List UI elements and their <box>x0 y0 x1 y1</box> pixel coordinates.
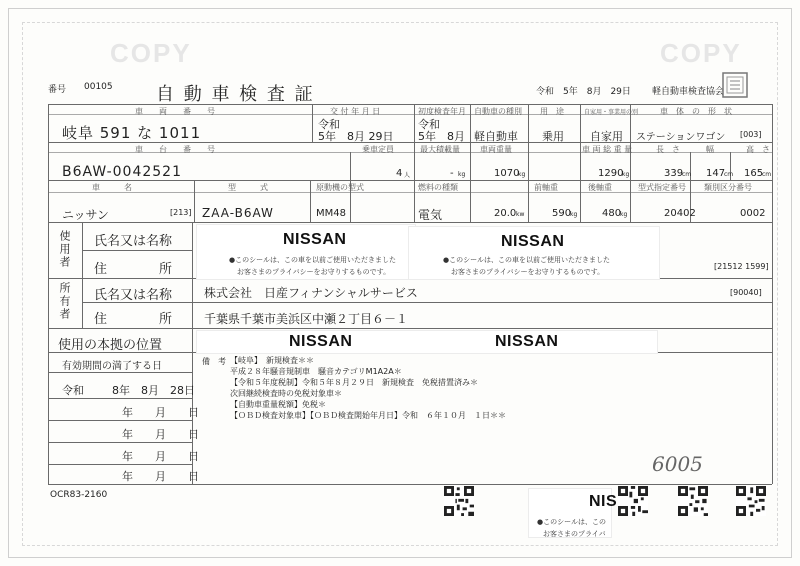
issue-date-header: 令和 5年 8月 29日 <box>536 87 631 97</box>
height-value: 165 <box>744 168 764 179</box>
qr-code-icon <box>678 486 708 516</box>
owner-code: [90040] <box>730 288 762 297</box>
validity-blank-1: 年 月 日 <box>122 406 199 419</box>
output-value: 20.0 <box>494 208 517 219</box>
sticker-notice-line1: ●このシールは、この車を以前ご使用いただきました <box>443 256 610 264</box>
vehicle-kind-header: 自動車の種別 <box>474 107 522 116</box>
front-axle-header: 前軸重 <box>534 183 558 192</box>
fuel-type: 電気 <box>418 208 443 222</box>
sticker-brand: NISSAN <box>289 333 353 350</box>
sticker-notice-partial-2: お客さまのプライバ <box>543 530 606 538</box>
class-number-header: 類別区分番号 <box>704 183 752 192</box>
class-number: 0002 <box>740 208 766 219</box>
sticker-notice-partial-1: ●このシールは、この <box>537 518 606 526</box>
sticker-brand: NISSAN <box>495 333 559 350</box>
issue-date: 5年 8月 29日 <box>318 130 394 143</box>
validity-blank-2: 年 月 日 <box>122 428 199 441</box>
privacy-sticker-base-location <box>196 330 658 354</box>
capacity-header: 乗車定員 <box>362 145 394 154</box>
use-value: 乗用 <box>542 130 564 143</box>
first-inspection-date: 5年 8月 <box>418 130 465 143</box>
sticker-brand: NISSAN <box>501 233 565 250</box>
length-unit: cm <box>682 171 692 178</box>
width-header: 幅 <box>706 145 714 154</box>
front-axle-unit: kg <box>570 211 578 218</box>
length-header: 長 さ <box>656 145 680 154</box>
handwritten-number: 6005 <box>652 452 703 476</box>
user-code: [21512 1599] <box>714 262 769 271</box>
private-value: 自家用 <box>590 130 623 143</box>
remark-line-2: 平成２８年騒音規制車 騒音カテゴリM1A2A＊ <box>230 367 402 376</box>
sticker-brand-partial: NIS <box>589 493 618 510</box>
gross-weight-unit: kg <box>622 171 630 178</box>
owner-name-label: 氏名又は名称 <box>94 288 173 303</box>
number-label: 番号 <box>48 85 67 95</box>
weight-header: 車両重量 <box>480 145 512 154</box>
type-number: 20402 <box>664 208 696 219</box>
sticker-notice-line2: お客さまのプライバシーをお守りするものです。 <box>451 268 605 276</box>
remarks-label: 備 考 <box>202 357 226 366</box>
issuer-name: 軽自動車検査協会 <box>652 87 725 97</box>
remark-line-6: 【ＯＢＤ検査対象車】【ＯＢＤ検査開始年月日】令和 ６年１０月 １日＊＊ <box>230 411 506 420</box>
base-location-label: 使用の本拠の位置 <box>58 338 163 353</box>
weight-unit: kg <box>518 171 526 178</box>
validity-blank-4: 年 月 日 <box>122 470 199 483</box>
chassis-header: 車 台 番 号 <box>135 145 215 154</box>
ocr-code: OCR83-2160 <box>50 490 108 500</box>
remark-line-3: 【令和５年度税制】令和５年８月２９日 新規検査 免税措置済み＊ <box>230 378 478 387</box>
max-load-unit: kg <box>458 171 466 178</box>
plate-number: 岐阜 591 な 1011 <box>62 124 202 142</box>
remark-line-4: 次回継続検査時の免税対象車＊ <box>230 389 342 398</box>
remark-line-5: 【自動車重量税額】免税＊ <box>230 400 326 409</box>
owner-address-label: 住 所 <box>94 312 173 327</box>
body-shape: ステーションワゴン <box>636 132 726 143</box>
copy-watermark-right: COPY <box>660 38 742 68</box>
plate-header: 車 両 番 号 <box>135 107 215 116</box>
private-business-header: 自家用・事業用の別 <box>584 109 639 116</box>
user-group-label: 使用者 <box>58 230 71 269</box>
height-unit: cm <box>762 171 772 178</box>
issuer-seal-icon <box>722 72 748 98</box>
qr-code-icon <box>618 486 648 516</box>
maker-header: 車 名 <box>92 183 132 192</box>
rear-axle-unit: kg <box>620 211 628 218</box>
use-header: 用 途 <box>540 107 564 116</box>
qr-code-icon <box>736 486 766 516</box>
issue-date-col-header: 交 付 年 月 日 <box>330 107 381 116</box>
sticker-brand: NISSAN <box>283 231 347 248</box>
privacy-sticker-user-name <box>196 224 416 280</box>
sticker-notice-line1: ●このシールは、この車を以前ご使用いただきました <box>229 256 396 264</box>
capacity-unit: 人 <box>404 172 411 179</box>
validity-label: 有効期間の満了する日 <box>62 361 162 372</box>
capacity-value: 4 <box>396 168 403 179</box>
sticker-notice-line2: お客さまのプライバシーをお守りするものです。 <box>237 268 391 276</box>
length-value: 339 <box>664 168 684 179</box>
validity-date: 8年 8月 28日 <box>112 384 195 397</box>
first-inspection-header: 初度検査年月 <box>418 107 466 116</box>
width-value: 147 <box>706 168 726 179</box>
qr-code-icon <box>444 486 474 516</box>
validity-era: 令和 <box>62 384 84 397</box>
privacy-sticker-partial <box>528 488 618 538</box>
vehicle-kind: 軽自動車 <box>474 130 518 143</box>
gross-weight-header: 車 両 総 重 量 <box>582 145 633 154</box>
maker-name: ニッサン <box>62 208 109 222</box>
validity-blank-3: 年 月 日 <box>122 450 199 463</box>
body-shape-code: [003] <box>740 130 762 139</box>
engine-header: 原動機の型式 <box>316 183 364 192</box>
user-name-label: 氏名又は名称 <box>94 234 173 249</box>
max-load-header: 最大積載量 <box>420 145 460 154</box>
max-load-value: - <box>450 168 454 179</box>
height-header: 高 さ <box>746 145 770 154</box>
body-shape-header: 車 体 の 形 状 <box>660 107 732 116</box>
copy-watermark-left: COPY <box>110 38 192 68</box>
document-title: 自 動 車 検 査 証 <box>156 84 315 105</box>
engine-model: MM48 <box>316 208 346 219</box>
rear-axle-header: 後軸重 <box>588 183 612 192</box>
privacy-sticker-user-address <box>408 226 660 280</box>
fuel-header: 燃料の種類 <box>418 183 458 192</box>
user-address-label: 住 所 <box>94 262 173 277</box>
output-unit: kw <box>516 211 525 218</box>
chassis-number: B6AW-0042521 <box>62 164 183 180</box>
weight-value: 1070 <box>494 168 520 179</box>
model-header: 型 式 <box>228 183 268 192</box>
model-code: ZAA-B6AW <box>202 206 274 220</box>
maker-code: [213] <box>170 208 192 217</box>
owner-group-label: 所有者 <box>58 282 71 321</box>
gross-weight-value: 1290 <box>598 168 624 179</box>
owner-address: 千葉県千葉市美浜区中瀬２丁目６－１ <box>204 312 409 326</box>
rear-axle-value: 480 <box>602 208 622 219</box>
type-number-header: 型式指定番号 <box>638 183 686 192</box>
front-axle-value: 590 <box>552 208 572 219</box>
owner-name: 株式会社 日産フィナンシャルサービス <box>204 286 418 300</box>
width-unit: cm <box>724 171 734 178</box>
first-inspection-era: 令和 <box>418 118 440 131</box>
number-value: 00105 <box>84 82 113 92</box>
remark-line-1: 【岐阜】 新規検査＊＊ <box>230 356 314 365</box>
issue-era: 令和 <box>318 118 340 131</box>
